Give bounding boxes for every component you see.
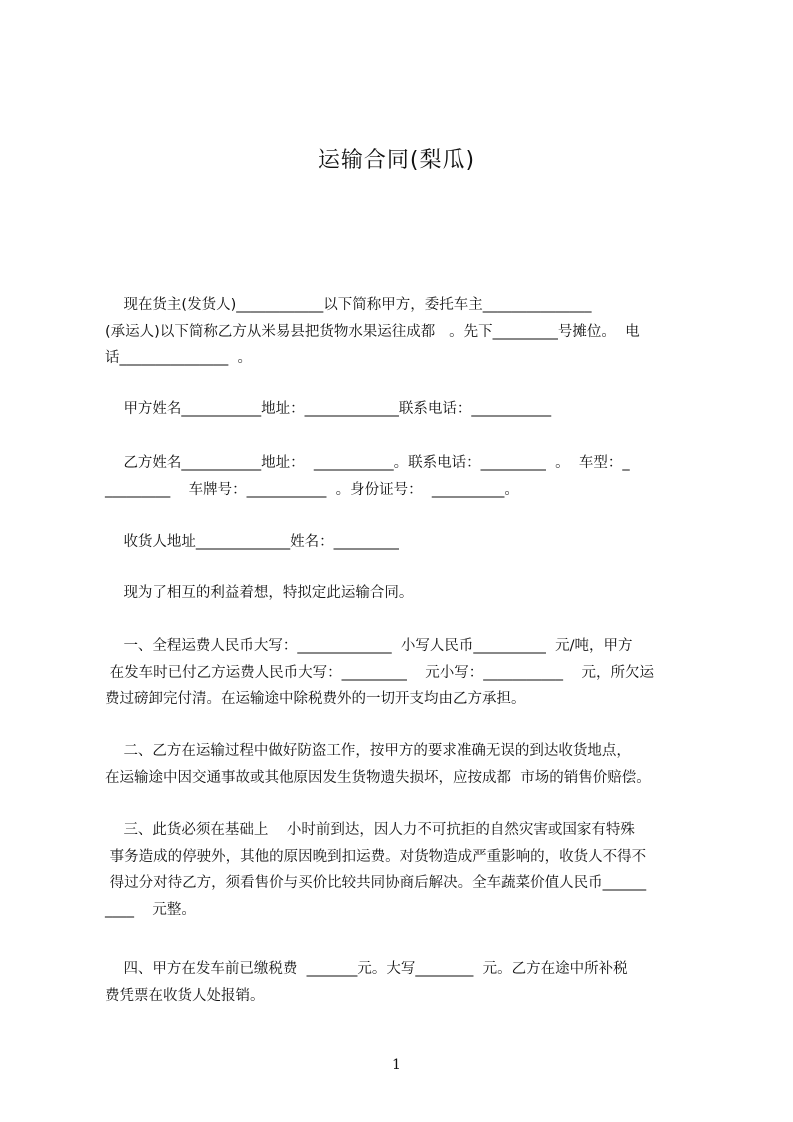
paragraph-line: 现为了相互的利益着想，特拟定此运输合同。 bbox=[105, 585, 414, 601]
paragraph-line: 四、甲方在发车前已缴税费 _______元。大写________ 元。乙方在途中所补税 bbox=[105, 961, 628, 977]
paragraph-line: 在运输途中因交通事故或其他原因发生货物遗失损坏，应按成都 市场的销售价赔偿。 bbox=[105, 769, 651, 786]
page-number: 1 bbox=[392, 1057, 401, 1073]
paragraph-receiver bbox=[105, 529, 701, 556]
paragraph-line: _________ 车牌号：___________ 。身份证号： __________。 bbox=[105, 481, 519, 498]
paragraph-clause-2 bbox=[105, 738, 701, 791]
paragraph-intro bbox=[105, 292, 701, 372]
paragraph-line: 得过分对待乙方，须看售价与买价比较共同协商后解决。全车蔬菜价值人民币______ bbox=[105, 875, 647, 891]
paragraph-line: 费过磅卸完付清。在运输途中除税费外的一切开支均由乙方承担。 bbox=[105, 691, 526, 707]
paragraph-clause-1 bbox=[105, 633, 701, 713]
paragraph-party-b bbox=[105, 450, 701, 503]
paragraph-line: 二、乙方在运输过程中做好防盗工作，按甲方的要求准确无误的到达收货地点， bbox=[105, 743, 631, 759]
paragraph-line: 事务造成的停驶外，其他的原因晚到扣运费。对货物造成严重影响的，收货人不得不 bbox=[105, 848, 647, 865]
paragraph-line: 乙方姓名___________地址： ___________。联系电话：_________ 。 车型：_ bbox=[105, 455, 630, 471]
paragraph-line: (承运人)以下简称乙方从米易县把货物水果运往成都 。先下_________号摊位。 电 bbox=[105, 323, 640, 340]
paragraph-line: 费凭票在收货人处报销。 bbox=[105, 987, 265, 1004]
paragraph-line: 在发车时已付乙方运费人民币大写：_________ 元小写：___________ 元，所欠运 bbox=[105, 664, 654, 681]
document-title: 运输合同(梨瓜) bbox=[317, 148, 476, 173]
paragraph-line: 一、全程运费人民币大写：_____________ 小写人民币__________ 元/吨，甲方 bbox=[105, 638, 633, 654]
paragraph-party-a bbox=[105, 396, 701, 423]
paragraph-purpose bbox=[105, 580, 701, 607]
paragraph-line: 三、此货必须在基础上 小时前到达，因人力不可抗拒的自然灾害或国家有特殊 bbox=[105, 822, 635, 838]
paragraph-clause-4 bbox=[105, 956, 701, 1009]
paragraph-line: ____ 元整。 bbox=[105, 901, 196, 918]
paragraph-line: 收货人地址_____________姓名：_________ bbox=[105, 534, 399, 550]
paragraph-clause-3 bbox=[105, 817, 701, 923]
paragraph-line: 甲方姓名___________地址：_____________联系电话：___________ bbox=[105, 401, 552, 417]
paragraph-line: 话_______________ 。 bbox=[105, 350, 252, 366]
paragraph-line: 现在货主(发货人)____________以下简称甲方，委托车主_______________ bbox=[105, 297, 592, 313]
